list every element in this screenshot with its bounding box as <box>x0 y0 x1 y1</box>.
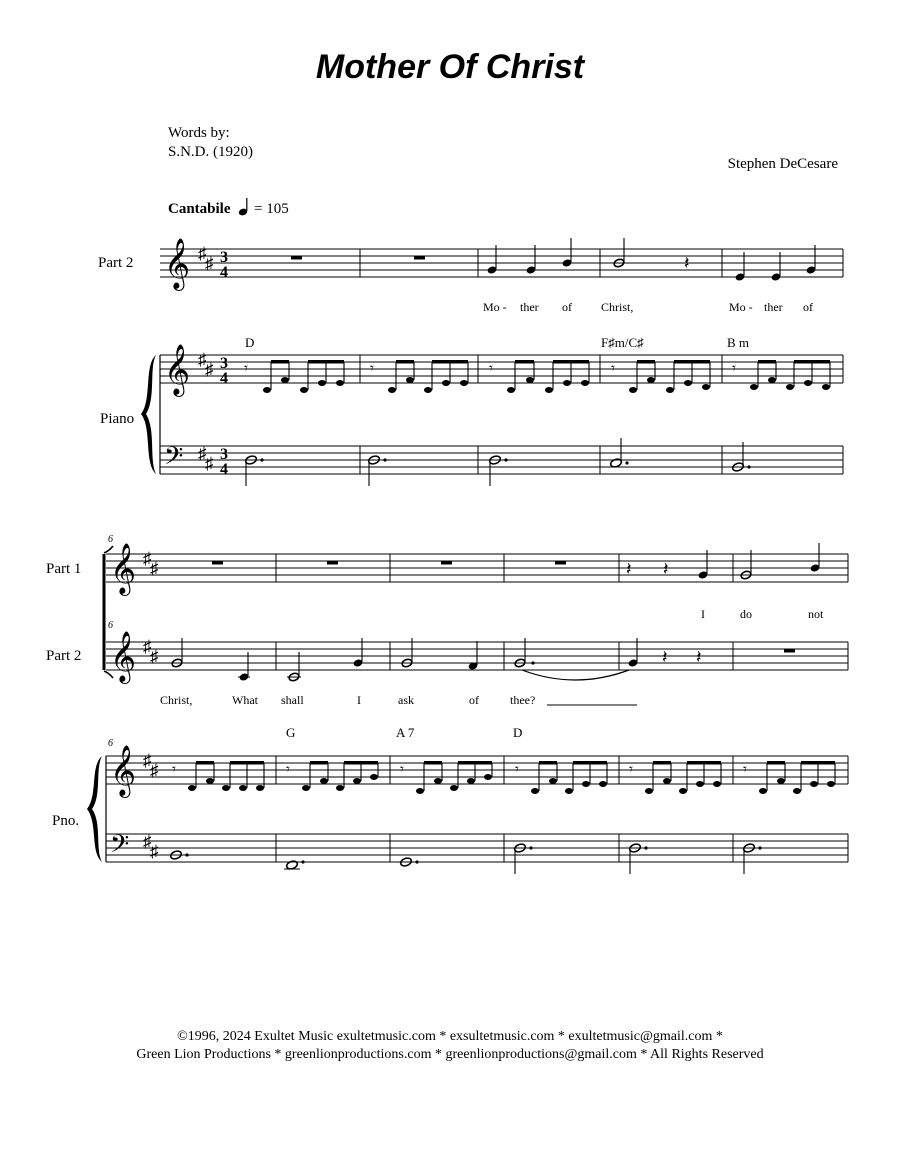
whole-rest-icon <box>441 561 452 565</box>
chord-symbol: B m <box>727 335 750 350</box>
svg-text:𝄾: 𝄾 <box>400 762 404 778</box>
bass-clef-icon: 𝄢 <box>110 831 130 864</box>
sharp-icon: ♯ <box>150 842 159 861</box>
chord-symbols-system-2 <box>286 725 522 740</box>
time-sig-top: 3 <box>220 446 228 463</box>
lh-dotted-halves <box>245 438 751 486</box>
lyric: of <box>803 300 813 314</box>
staff-label-part2: Part 2 <box>98 255 134 271</box>
chord-symbol: D <box>513 725 523 740</box>
staff-label-part2: Part 2 <box>46 648 82 664</box>
lyric: shall <box>281 693 304 707</box>
sharp-icon: ♯ <box>150 761 159 780</box>
measure-number: 6 <box>108 534 113 545</box>
lyric: ther <box>520 300 539 314</box>
staff-piano-rh-2 <box>106 738 848 798</box>
quarter-rest-icon: 𝄽 <box>684 253 690 273</box>
footer-line-2: Green Lion Productions * greenlionproductions.com * greenlionproductions@gmail.com * All Rights Reserved <box>136 1047 764 1062</box>
whole-rest-icon <box>555 561 566 565</box>
tie-icon <box>522 670 629 680</box>
staff-piano-lh-1 <box>160 438 843 486</box>
page-title: Mother Of Christ <box>315 48 585 86</box>
svg-text:𝄾: 𝄾 <box>286 762 290 778</box>
sharp-icon: ♯ <box>205 360 214 379</box>
lh-dotted-halves <box>170 843 762 874</box>
treble-clef-icon: 𝄞 <box>110 544 137 593</box>
whole-rest-icon <box>212 561 223 565</box>
sharp-icon: ♯ <box>150 647 159 666</box>
copyright-footer <box>0 1028 900 1064</box>
time-sig-bottom: 4 <box>220 370 228 387</box>
lyric: of <box>469 693 479 707</box>
treble-clef-icon: 𝄞 <box>164 239 191 288</box>
lyric: ask <box>398 693 414 707</box>
eighth-rest-icon: 𝄾 <box>611 361 615 377</box>
lyric: not <box>808 607 824 621</box>
lyric: Christ, <box>601 300 634 314</box>
staff-label-piano: Piano <box>100 411 135 427</box>
sharp-icon: ♯ <box>150 559 159 578</box>
sharp-icon: ♯ <box>143 637 152 656</box>
sharp-icon: ♯ <box>198 444 207 463</box>
bass-clef-icon: 𝄢 <box>164 443 184 476</box>
quarter-rest-icon: 𝄽 <box>696 647 702 667</box>
staff-piano-rh-1 <box>160 345 843 397</box>
sharp-icon: ♯ <box>143 751 152 770</box>
quarter-rest-icon: 𝄽 <box>626 559 632 579</box>
time-sig-bottom: 4 <box>220 461 228 478</box>
sharp-icon: ♯ <box>205 454 214 473</box>
lyric: ther <box>764 300 783 314</box>
system-2 <box>46 534 848 874</box>
rh-arpeggio-pattern <box>244 360 830 393</box>
lyrics-part1-2 <box>701 607 824 621</box>
lyrics-system-1 <box>483 300 813 314</box>
system-1 <box>98 238 843 486</box>
treble-clef-icon: 𝄞 <box>110 746 137 795</box>
lyric: Mo - <box>729 300 753 314</box>
time-sig-top: 3 <box>220 249 228 266</box>
eighth-rest-icon: 𝄾 <box>370 361 374 377</box>
measure-number: 6 <box>108 738 113 749</box>
words-author: S.N.D. (1920) <box>168 144 253 160</box>
whole-rest-icon <box>327 561 338 565</box>
chord-symbol: D <box>245 335 255 350</box>
lyric: What <box>232 693 258 707</box>
eighth-rest-icon: 𝄾 <box>732 361 736 377</box>
whole-rest-icon <box>291 256 302 260</box>
lyric: thee? <box>510 693 536 707</box>
sharp-icon: ♯ <box>143 549 152 568</box>
sharp-icon: ♯ <box>143 832 152 851</box>
eighth-rest-icon: 𝄾 <box>244 361 248 377</box>
time-sig-bottom: 4 <box>220 264 228 281</box>
svg-text:𝄾: 𝄾 <box>172 762 176 778</box>
staff-label-piano: Pno. <box>52 813 80 829</box>
piano-brace-icon <box>87 756 102 862</box>
staff-piano-lh-2 <box>106 831 848 874</box>
treble-clef-icon: 𝄞 <box>164 345 191 394</box>
notes-measure-4 <box>613 238 689 273</box>
whole-rest-icon <box>414 256 425 260</box>
lyric: Christ, <box>160 693 193 707</box>
sharp-icon: ♯ <box>205 254 214 273</box>
svg-text:𝄾: 𝄾 <box>629 762 633 778</box>
svg-text:𝄾: 𝄾 <box>515 762 519 778</box>
whole-rest-icon <box>784 649 795 653</box>
tempo-value: = 105 <box>254 201 289 217</box>
lyric: I <box>357 693 361 707</box>
time-sig-top: 3 <box>220 355 228 372</box>
chord-symbol: A 7 <box>396 725 415 740</box>
staff-part2-2 <box>106 620 848 684</box>
footer-line-1: ©1996, 2024 Exultet Music exultetmusic.com * exsultetmusic.com * exultetmusic@gmail.com * <box>177 1029 723 1044</box>
staff-label-part1: Part 1 <box>46 561 82 577</box>
staff-part1-2 <box>106 534 848 596</box>
eighth-rest-icon: 𝄾 <box>489 361 493 377</box>
lyric: Mo - <box>483 300 507 314</box>
staff-part2 <box>160 238 843 291</box>
lyric: of <box>562 300 572 314</box>
quarter-rest-icon: 𝄽 <box>662 647 668 667</box>
lyric: do <box>740 607 752 621</box>
piano-brace-icon <box>141 355 156 474</box>
treble-clef-icon: 𝄞 <box>110 632 137 681</box>
lyric: I <box>701 607 705 621</box>
chord-symbol: F♯m/C♯ <box>601 335 644 350</box>
svg-text:𝄾: 𝄾 <box>743 762 747 778</box>
measure-number: 6 <box>108 620 113 631</box>
words-label: Words by: <box>168 125 230 141</box>
quarter-rest-icon: 𝄽 <box>663 559 669 579</box>
chord-symbols-system-1 <box>245 335 749 350</box>
lyrics-part2-2 <box>160 693 637 707</box>
composer-name: Stephen DeCesare <box>727 156 838 172</box>
sharp-icon: ♯ <box>198 350 207 369</box>
tempo-word: Cantabile <box>168 201 231 217</box>
sharp-icon: ♯ <box>198 244 207 263</box>
chord-symbol: G <box>286 725 296 740</box>
